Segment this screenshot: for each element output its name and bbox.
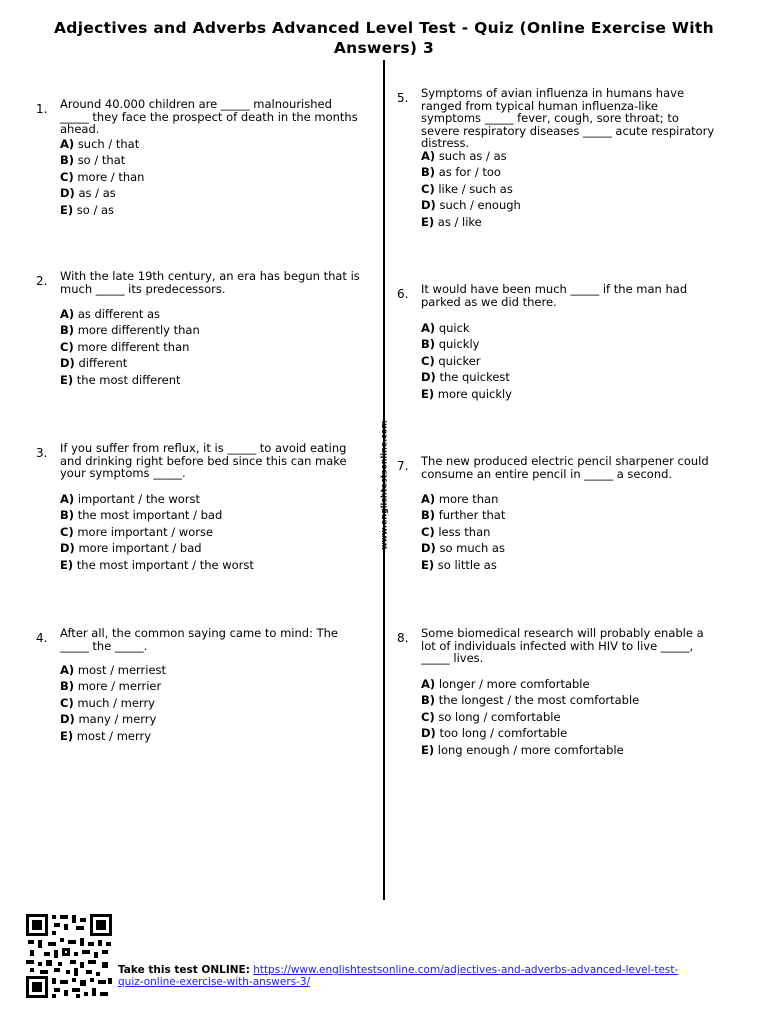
- option-b[interactable]: B) more differently than: [60, 323, 200, 338]
- option-e[interactable]: E) so little as: [421, 557, 497, 572]
- option-e[interactable]: E) long enough / more comfortable: [421, 742, 624, 757]
- option-c[interactable]: C) less than: [421, 524, 491, 539]
- question-text: After all, the common saying came to mind: The _____ the _____.: [60, 626, 338, 653]
- option-e[interactable]: E) as / like: [421, 214, 482, 229]
- option-d[interactable]: D) such / enough: [421, 198, 521, 213]
- option-list: [60, 662, 166, 744]
- footer-label: Take this test ONLINE:: [118, 964, 250, 976]
- option-e[interactable]: E) most / merry: [60, 728, 152, 743]
- option-list: [60, 306, 200, 388]
- option-a[interactable]: A) more than: [421, 492, 499, 506]
- option-d[interactable]: D) too long / comfortable: [421, 726, 568, 741]
- question-number: 7.: [397, 459, 409, 473]
- question-text: Symptoms of avian influenza in humans have ranged from typical human influenza-like symptoms _____ fever, cough, sore throat; to severe respiratory diseases _____ acute respiratory distress.: [421, 86, 715, 150]
- question-number: 6.: [397, 287, 409, 301]
- option-list: [421, 148, 521, 230]
- question-number: 5.: [397, 91, 409, 105]
- question-number: 1.: [36, 102, 48, 116]
- option-list: [60, 491, 254, 573]
- option-c[interactable]: C) so long / comfortable: [421, 709, 561, 724]
- footer: [118, 964, 698, 988]
- question-text: If you suffer from reflux, it is _____ to avoid eating and drinking right before bed since this can make your symptoms _____.: [60, 441, 347, 480]
- option-b[interactable]: B) the most important / bad: [60, 508, 223, 523]
- option-d[interactable]: D) different: [60, 356, 128, 371]
- option-e[interactable]: E) the most important / the worst: [60, 557, 254, 572]
- option-d[interactable]: D) so much as: [421, 541, 505, 556]
- option-b[interactable]: B) further that: [421, 508, 506, 523]
- question-text: With the late 19th century, an era has begun that is much _____ its predecessors.: [60, 269, 360, 296]
- option-a[interactable]: A) important / the worst: [60, 492, 201, 506]
- option-c[interactable]: C) more / than: [60, 169, 145, 184]
- option-c[interactable]: C) like / such as: [421, 181, 513, 196]
- option-a[interactable]: A) such as / as: [421, 149, 507, 163]
- option-e[interactable]: E) more quickly: [421, 386, 512, 401]
- question-text: Around 40.000 children are _____ malnourished _____ they face the prospect of death in the months ahead.: [60, 97, 358, 136]
- question-number: 4.: [36, 631, 48, 645]
- question-number: 8.: [397, 631, 409, 645]
- question-number: 2.: [36, 274, 48, 288]
- option-list: [421, 491, 505, 573]
- option-a[interactable]: A) quick: [421, 321, 470, 335]
- page-title: [40, 18, 728, 58]
- option-a[interactable]: A) such / that: [60, 137, 140, 151]
- option-a[interactable]: A) as different as: [60, 307, 161, 321]
- option-c[interactable]: C) quicker: [421, 353, 481, 368]
- option-list: [60, 136, 144, 218]
- option-list: [421, 320, 512, 402]
- option-b[interactable]: B) more / merrier: [60, 679, 162, 694]
- side-watermark-url: www.englishtestsonline.com: [379, 420, 389, 550]
- option-d[interactable]: D) as / as: [60, 186, 116, 201]
- option-c[interactable]: C) more different than: [60, 339, 190, 354]
- option-c[interactable]: C) more important / worse: [60, 524, 214, 539]
- test-online-link[interactable]: https://www.englishtestsonline.com/adjectives-and-adverbs-advanced-level-test-quiz-online-exercise-with-answers-3/: [118, 964, 679, 988]
- option-c[interactable]: C) much / merry: [60, 695, 155, 710]
- option-b[interactable]: B) as for / too: [421, 165, 501, 180]
- question-text: It would have been much _____ if the man had parked as we did there.: [421, 282, 688, 309]
- option-b[interactable]: B) the longest / the most comfortable: [421, 693, 640, 708]
- option-e[interactable]: E) so / as: [60, 202, 115, 217]
- option-e[interactable]: E) the most different: [60, 372, 181, 387]
- option-a[interactable]: A) longer / more comfortable: [421, 677, 590, 691]
- question-number: 3.: [36, 446, 48, 460]
- qr-code: [24, 912, 114, 1000]
- question-text: The new produced electric pencil sharpener could consume an entire pencil in _____ a second.: [421, 454, 709, 481]
- title-line-2: Answers) 3: [333, 39, 435, 57]
- option-d[interactable]: D) many / merry: [60, 712, 157, 727]
- option-b[interactable]: B) quickly: [421, 337, 480, 352]
- option-a[interactable]: A) most / merriest: [60, 663, 167, 677]
- option-d[interactable]: D) the quickest: [421, 370, 510, 385]
- option-list: [421, 676, 639, 758]
- option-d[interactable]: D) more important / bad: [60, 541, 202, 556]
- option-b[interactable]: B) so / that: [60, 153, 126, 168]
- title-line-1: Adjectives and Adverbs Advanced Level Test - Quiz (Online Exercise With: [54, 19, 714, 37]
- question-text: Some biomedical research will probably enable a lot of individuals infected with HIV to live _____, _____ lives.: [421, 626, 704, 665]
